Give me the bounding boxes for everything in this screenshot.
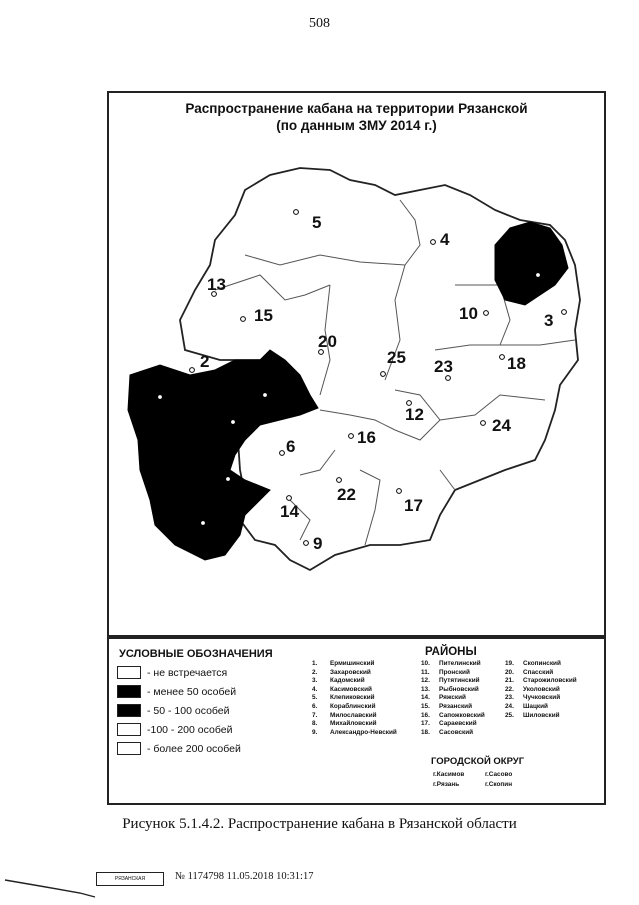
legend-swatch (117, 704, 141, 717)
centre-west-1 (231, 420, 236, 425)
legend-swatch (117, 685, 141, 698)
legend-item (117, 666, 227, 679)
legend-item (117, 685, 236, 698)
centre-9 (304, 541, 309, 546)
centre-west-2 (263, 393, 268, 398)
districts-col2: 10. Пителинский 11. Пронский 12. Путятинский 13. Рыбновский 14. Ряжский 15. Рязанский 16. Сапожковский 17. Сараевский 18. Сасовский (421, 660, 485, 736)
legend-item (117, 704, 230, 717)
district-label: 20 (318, 332, 337, 351)
legend-item (117, 723, 232, 736)
legend-label: - менее 50 особей (147, 685, 237, 698)
district-label: 9 (313, 534, 323, 553)
legend-swatch (117, 723, 141, 736)
district-label: 22 (337, 485, 356, 504)
legend-label: - более 200 особей (147, 742, 241, 755)
centre-15 (241, 317, 246, 322)
centre-west-4 (226, 477, 231, 482)
centre-kasimov-black (536, 273, 541, 278)
okrug-title: ГОРОДСКОЙ ОКРУГ (431, 756, 525, 767)
district-label: 25 (387, 348, 406, 367)
district-label: 13 (207, 275, 226, 294)
centre-4 (431, 240, 436, 245)
district-label: 10 (459, 304, 478, 323)
okrug-col1: г.Касимов г.Рязань (433, 771, 465, 788)
district-label: 16 (357, 428, 376, 447)
district-label: 3 (544, 311, 554, 330)
legend-title: УСЛОВНЫЕ ОБОЗНАЧЕНИЯ (119, 648, 273, 660)
district-label: 14 (280, 502, 299, 521)
districts-title: РАЙОНЫ (425, 646, 477, 658)
district-label: 17 (404, 496, 423, 515)
centre-west-3 (158, 395, 163, 400)
districts-col1: 1. Ермишинский 2. Захаровский 3. Кадомский 4. Касимовский 5. Клепиковский 6. Кораблинский 7. Милославский 8. Михайловский 9. Александро-Невский (312, 660, 397, 736)
centre-17 (397, 489, 402, 494)
map-title-line1: Распространение кабана на территории Рязанской (185, 101, 528, 116)
centre-25 (381, 372, 386, 377)
district-label: 5 (312, 213, 322, 232)
centre-5 (294, 210, 299, 215)
centre-west-5 (201, 521, 206, 526)
legend-swatch (117, 742, 141, 755)
document-number: № 1174798 11.05.2018 10:31:17 (175, 871, 314, 882)
page-number: 508 (309, 16, 330, 31)
map-title-line2: (по данным ЗМУ 2014 г.) (276, 118, 437, 133)
centre-24 (481, 421, 486, 426)
legend-swatch (117, 666, 141, 679)
district-label: 18 (507, 354, 526, 373)
legend-label: - 50 - 100 особей (147, 704, 230, 717)
district-label: 23 (434, 357, 453, 376)
centre-3 (562, 310, 567, 315)
stamp-logo: РЯЗАНСКАЯ (96, 872, 164, 886)
district-label: 24 (492, 416, 511, 435)
district-label: 12 (405, 405, 424, 424)
legend-label: -100 - 200 особей (147, 723, 233, 736)
centre-2 (190, 368, 195, 373)
centre-22 (337, 478, 342, 483)
centre-10 (484, 311, 489, 316)
legend-label: - не встречается (147, 666, 228, 679)
legend-item (117, 742, 241, 755)
district-label: 2 (200, 352, 210, 371)
centre-23 (446, 376, 451, 381)
centre-16 (349, 434, 354, 439)
centre-18 (500, 355, 505, 360)
centre-6 (280, 451, 285, 456)
districts-col3: 19. Скопинский 20. Спасский 21. Старожиловский 22. Уколовский 23. Чучковский 24. Шацкий 25. Шиловский (505, 660, 577, 719)
okrug-col2: г.Сасово г.Скопин (485, 771, 513, 788)
legend-panel (107, 637, 606, 805)
figure-caption: Рисунок 5.1.4.2. Распространение кабана в Рязанской области (122, 816, 517, 832)
district-label: 4 (440, 230, 450, 249)
district-label: 6 (286, 437, 296, 456)
district-label: 15 (254, 306, 273, 325)
centre-14 (287, 496, 292, 501)
